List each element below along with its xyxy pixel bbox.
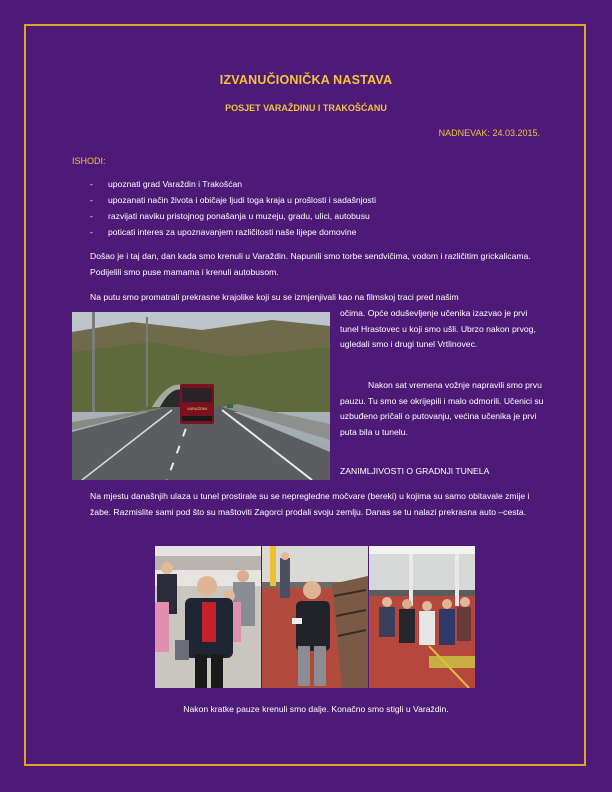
bus-label: VARAŽDIN (187, 406, 207, 411)
tunnel-heading: ZANIMLJIVOSTI O GRADNJI TUNELA (340, 466, 490, 476)
date-line: NADNEVAK: 24.03.2015. (438, 128, 540, 138)
page-subtitle: POSJET VARAŽDINU I TRAKOŠĆANU (225, 103, 387, 113)
page-title: IZVANUČIONIČKA NASTAVA (219, 73, 393, 87)
paragraph-departure: Došao je i taj dan, dan kada smo krenuli u Varaždin. Napunili smo torbe sendvičima, vodom i različitim grickalicama. Podijelili smo puse mamama i krenuli autobusom. (90, 251, 531, 277)
list-item: - upoznati grad Varaždin i Trakošćan (90, 179, 243, 189)
list-item: - razvijati naviku pristojnog ponašanja u muzeju, gradu, ulici, autobusu (90, 211, 370, 221)
paragraph-tunnel-facts: Na mjestu današnjih ulaza u tunel prostirale su se nepregledne močvare (bereki) u kojima su samo obitavale zmije i žabe. Razmislite sami pod što su maštoviti Zagorci prodali svoju zemlju. Danas se tu nalazi prekrasna auto –cesta. (90, 491, 530, 517)
paragraph-journey-line1: Na putu smo promatrali prekrasne krajolike koji su se izmjenjivali kao na filmskoj traci pred našim (90, 292, 459, 302)
photo-children-2 (262, 546, 368, 688)
list-item: - upozanati način života i običaje ljudi toga kraja u prošlosti i sadašnjosti (90, 195, 376, 205)
closing-caption: Nakon kratke pauze krenuli smo dalje. Konačno smo stigli u Varaždin. (183, 704, 449, 714)
paragraph-journey-cont: očima. Opće oduševljenje učenika izazvao je prvi tunel Hrastovec u koji smo ušli. Ubrzo nakon prvog, ugledali smo i drugi tunel Vrtlinovec. (340, 308, 536, 349)
outcomes-list (90, 176, 530, 240)
tunnel-photo (72, 312, 330, 480)
photo-children-1 (155, 546, 261, 688)
outcomes-label: ISHODI: (72, 156, 106, 166)
photo-children-3 (369, 546, 475, 688)
paragraph-break: Nakon sat vremena vožnje napravili smo prvu pauzu. Tu smo se okrijepili i malo odmorili. Učenici su uzbuđeno pričali o putovanju, većina učenika je prvi puta bila u tunelu. (340, 380, 544, 437)
list-item: - poticati interes za upoznavanjem različitosti naše lijepe domovine (90, 227, 357, 237)
